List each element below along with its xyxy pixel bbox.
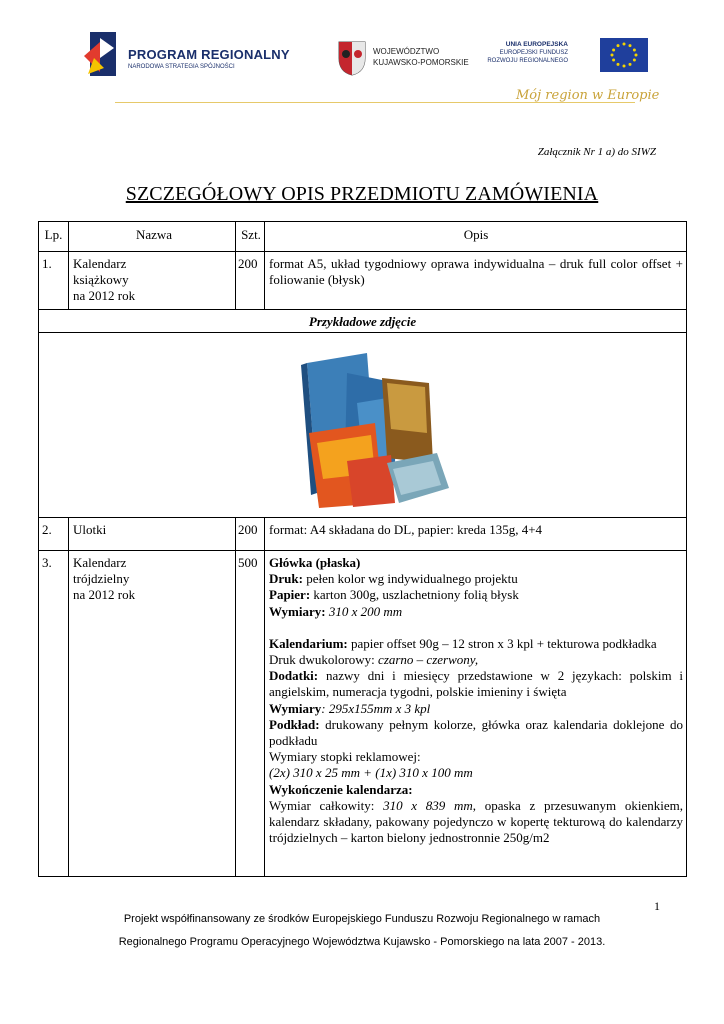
desc-wymiary1: Wymiary: 310 x 200 mm [269, 603, 403, 619]
footer-line2: Regionalnego Programu Operacyjnego Województwa Kujawsko - Pomorskiego na lata 2007 - 2013. [118, 936, 606, 948]
row-name-line: Kalendarz [73, 555, 127, 570]
annex-label: Załącznik Nr 1 a) do SIWZ [537, 146, 656, 158]
specification-table [38, 221, 687, 877]
desc-stopki-dims: (2x) 310 x 25 mm + (1x) 310 x 100 mm [269, 765, 473, 781]
row-name: Ulotki [68, 518, 235, 550]
photo-caption: Przykładowe zdjęcie [308, 314, 417, 329]
slogan-logo: Mój region w Europie [516, 88, 660, 103]
row-qty: 200 [235, 518, 264, 550]
row-qty: 200 [235, 252, 264, 309]
table-header-row [38, 221, 687, 252]
program-title: PROGRAM REGIONALNY [128, 47, 290, 62]
header-desc: Opis [264, 222, 686, 251]
desc-druk2: Druk dwukolorowy: czarno – czerwony, [269, 652, 479, 668]
eu-line3: ROZWOJU REGIONALNEGO [487, 58, 568, 64]
eu-flag-icon [600, 38, 648, 72]
eu-logo [487, 38, 650, 78]
desc-head: Główka (płaska) [269, 555, 361, 570]
row-lp: 1. [42, 256, 52, 271]
header-qty: Szt. [235, 222, 264, 251]
desc-dodatki: Dodatki: nazwy dni i miesięcy przedstawione w 2 językach: polskim i angielskim, numeracja tygodni, polskie imieniny i święta [269, 668, 683, 700]
program-emblem-icon [82, 28, 122, 80]
row-qty: 500 [235, 551, 264, 876]
table-row [38, 518, 687, 551]
row-lp: 2. [42, 522, 52, 537]
eu-line1: UNIA EUROPEJSKA [505, 41, 568, 48]
row-desc: format A5, układ tygodniowy oprawa indywidualna – druk full color offset + foliowanie (błysk) [264, 252, 686, 309]
wojewodztwo-line1: WOJEWÓDZTWO [373, 47, 440, 56]
program-regionalny-logo [82, 28, 292, 80]
row-name [68, 551, 235, 876]
header-lp: Lp. [44, 227, 63, 242]
desc-wymiar-calkowity: Wymiar całkowity: 310 x 839 mm, opaska z przesuwanym okienkiem, kalendarz składany, pakowany pojedynczo w kopertę tekturową do kalendarzy trójdzielnych – karton bielony jednostronnie 250g/m2 [269, 797, 683, 846]
row-name-line: na 2012 rok [73, 288, 136, 304]
row-desc: format: A4 składana do DL, papier: kreda 135g, 4+4 [264, 518, 686, 550]
photo-row [38, 333, 687, 518]
table-row [38, 252, 687, 310]
header-name: Nazwa [68, 222, 235, 251]
row-name-line: trójdzielny [73, 571, 130, 587]
row-lp: 3. [42, 555, 52, 570]
eu-text [487, 41, 568, 65]
row-name-line: na 2012 rok [73, 587, 136, 603]
calendar-books-photo [287, 343, 487, 513]
desc-papier: Papier: karton 300g, uszlachetniony folią błysk [269, 587, 519, 603]
desc-podklad: Podkład: drukowany pełnym kolorze, główka oraz kalendaria doklejone do podkładu [269, 716, 683, 749]
row-name-line: Kalendarz [73, 256, 127, 271]
footer-line1: Projekt współfinansowany ze środków Europejskiego Funduszu Rozwoju Regionalnego w ramach [123, 913, 601, 925]
desc-stopki: Wymiary stopki reklamowej: [269, 749, 421, 765]
desc-kalendarium: Kalendarium: papier offset 90g – 12 stron x 3 kpl + tekturowa podkładka [269, 635, 657, 651]
table-row [38, 551, 687, 877]
page-title: SZCZEGÓŁOWY OPIS PRZEDMIOTU ZAMÓWIENIA [125, 183, 599, 205]
row-name-line: książkowy [73, 272, 129, 288]
eu-line2: EUROPEJSKI FUNDUSZ [499, 50, 568, 56]
desc-druk: Druk: pełen kolor wg indywidualnego projektu [269, 571, 518, 587]
wojewodztwo-line2: KUJAWSKO-POMORSKIE [373, 58, 469, 67]
coat-of-arms-icon [337, 40, 367, 76]
header-logos [82, 28, 648, 88]
program-subtitle: NARODOWA STRATEGIA SPÓJNOŚCI [128, 64, 235, 70]
row-desc [264, 551, 686, 876]
photo-caption-row [38, 310, 687, 333]
desc-wykonczenie: Wykończenie kalendarza: [269, 781, 413, 797]
desc-wymiary2: Wymiary: 295x155mm x 3 kpl [269, 700, 431, 716]
page-number: 1 [654, 899, 660, 913]
wojewodztwo-logo [337, 40, 497, 76]
row-name [68, 252, 235, 309]
